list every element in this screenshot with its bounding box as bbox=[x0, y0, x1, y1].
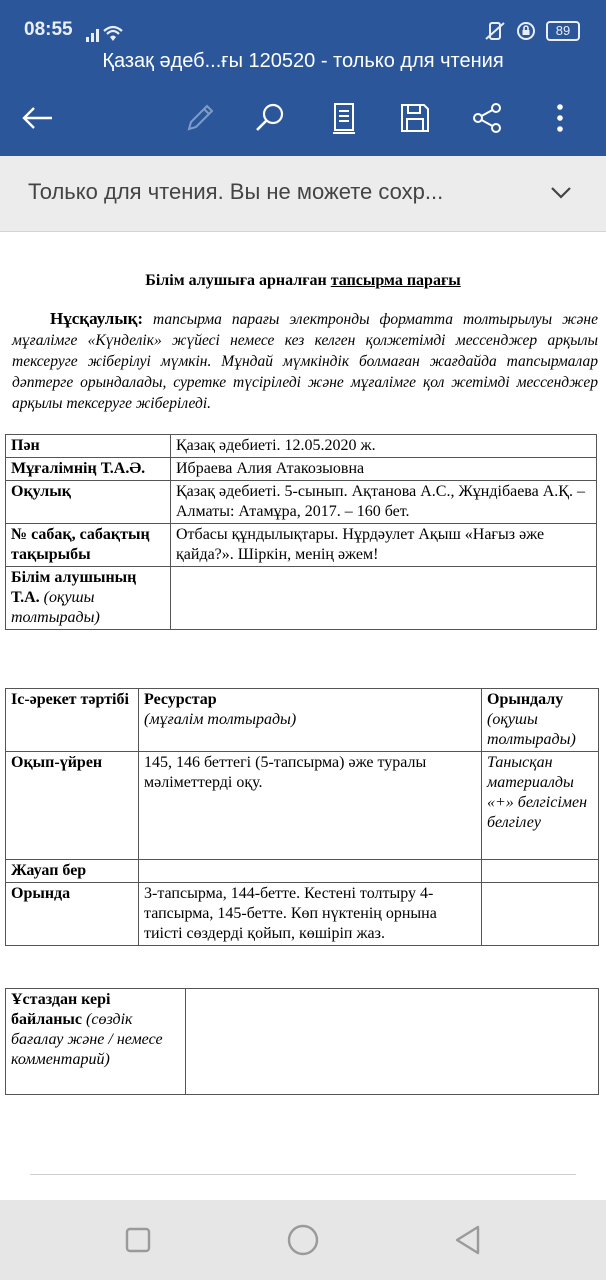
table-row bbox=[6, 567, 597, 630]
search-icon bbox=[253, 101, 287, 135]
table-row bbox=[6, 860, 599, 883]
info-label: № сабақ, сабақтың тақырыбы bbox=[6, 524, 171, 567]
feedback-table bbox=[5, 988, 599, 1095]
task-resource bbox=[139, 860, 482, 883]
share-button[interactable] bbox=[465, 96, 509, 140]
info-label: Оқулық bbox=[6, 481, 171, 524]
share-icon bbox=[470, 101, 504, 135]
info-label: Пән bbox=[6, 435, 171, 458]
edit-button[interactable] bbox=[178, 96, 222, 140]
read-only-banner[interactable] bbox=[0, 156, 606, 232]
back-arrow-icon bbox=[21, 101, 55, 135]
task-action: Жауап бер bbox=[6, 860, 139, 883]
info-value: Отбасы құндылықтары. Нұрдәулет Ақыш «Нағыз әже қайда?». Шіркін, менің әжем! bbox=[171, 524, 597, 567]
info-value: Қазақ әдебиеті. 12.05.2020 ж. bbox=[171, 435, 597, 458]
info-label-note: (оқушы толтырады) bbox=[11, 589, 100, 626]
feedback-label: Ұстаздан кері байланыс (сөздік бағалау және / немесе комментарий) bbox=[6, 989, 186, 1095]
more-icon bbox=[543, 101, 577, 135]
task-action: Оқып-үйрен bbox=[6, 752, 139, 860]
save-button[interactable] bbox=[393, 96, 437, 140]
task-resource: 3-тапсырма, 144-бетте. Кестені толтыру 4-тапсырма, 145-бетте. Көп нүктенің орнына тиісті сөздерді қойып, көшіріп жаз. bbox=[139, 883, 482, 946]
signal-wifi-icon bbox=[84, 23, 124, 43]
col-action-header: Іс-әрекет тәртібі bbox=[6, 689, 139, 752]
table-row bbox=[6, 481, 597, 524]
toolbar bbox=[0, 92, 606, 144]
info-value bbox=[171, 567, 597, 630]
battery-indicator: 89 bbox=[546, 21, 580, 41]
info-value: Қазақ әдебиеті. 5-сынып. Ақтанова А.С., Жұндібаева А.Қ. – Алматы: Атамұра, 2017. – 160 бет. bbox=[171, 481, 597, 524]
table-row bbox=[6, 883, 599, 946]
status-time: 08:55 bbox=[24, 19, 73, 40]
home-icon[interactable] bbox=[285, 1222, 321, 1258]
status-right bbox=[484, 20, 580, 42]
back-icon[interactable] bbox=[450, 1222, 486, 1258]
document-page[interactable] bbox=[0, 232, 606, 1172]
edit-pencil-icon bbox=[183, 101, 217, 135]
lock-circle-icon bbox=[516, 21, 536, 41]
reading-view-icon bbox=[327, 101, 361, 135]
page-divider bbox=[30, 1174, 576, 1175]
heading-underlined: тапсырма парағы bbox=[330, 272, 461, 289]
task-completion bbox=[482, 860, 599, 883]
mute-vibrate-icon bbox=[484, 21, 506, 41]
info-label: Білім алушының Т.А. (оқушы толтырады) bbox=[6, 567, 171, 630]
feedback-value bbox=[186, 989, 599, 1095]
table-header-row bbox=[6, 689, 599, 752]
instructions-label: Нұсқаулық: bbox=[50, 309, 144, 328]
save-icon bbox=[398, 101, 432, 135]
tasks-table bbox=[5, 688, 599, 946]
col-completion-header: Орындалу (оқушы толтырады) bbox=[482, 689, 599, 752]
search-button[interactable] bbox=[248, 96, 292, 140]
info-table bbox=[5, 434, 597, 630]
app-header bbox=[0, 0, 606, 156]
col-resources-header: Ресурстар (мұғалім толтырады) bbox=[139, 689, 482, 752]
task-completion bbox=[482, 883, 599, 946]
table-row bbox=[6, 752, 599, 860]
reading-view-button[interactable] bbox=[322, 96, 366, 140]
heading-prefix: Білім алушыға арналған bbox=[145, 272, 331, 289]
instructions-paragraph bbox=[12, 308, 598, 414]
table-row bbox=[6, 524, 597, 567]
table-row bbox=[6, 458, 597, 481]
document-title: Қазақ әдеб...ғы 120520 - только для чтения bbox=[102, 50, 504, 72]
table-row bbox=[6, 989, 599, 1095]
chevron-down-icon[interactable] bbox=[546, 178, 576, 208]
info-value: Ибраева Алия Атакозыовна bbox=[171, 458, 597, 481]
system-nav-bar bbox=[0, 1200, 606, 1280]
recent-apps-icon[interactable] bbox=[120, 1222, 156, 1258]
back-button[interactable] bbox=[16, 96, 60, 140]
more-options-button[interactable] bbox=[538, 96, 582, 140]
info-label: Мұғалімнің Т.А.Ә. bbox=[6, 458, 171, 481]
document-heading bbox=[0, 272, 606, 290]
read-only-message: Только для чтения. Вы не можете сохр... bbox=[28, 179, 444, 204]
status-bar bbox=[0, 14, 606, 46]
task-action: Орында bbox=[6, 883, 139, 946]
table-row bbox=[6, 435, 597, 458]
instructions-text: тапсырма парағы электронды форматта толтырылуы және мұғалімге «Күнделік» жүйесі немесе кез келген қолжетімді мессенджер арқылы тексеруге жіберілуі мүмкін. Мұндай мүмкіндік болмаған жағдайда тапсырмалар дәптерге орындалады, суретке түсіріледі және мұғалімге қол жетімді мессенджер арқылы тексеруге жіберіледі. bbox=[12, 311, 598, 412]
task-completion: Танысқан материалды «+» белгісімен белгілеу bbox=[482, 752, 599, 860]
task-resource: 145, 146 беттегі (5-тапсырма) әже туралы мәліметтерді оқу. bbox=[139, 752, 482, 860]
